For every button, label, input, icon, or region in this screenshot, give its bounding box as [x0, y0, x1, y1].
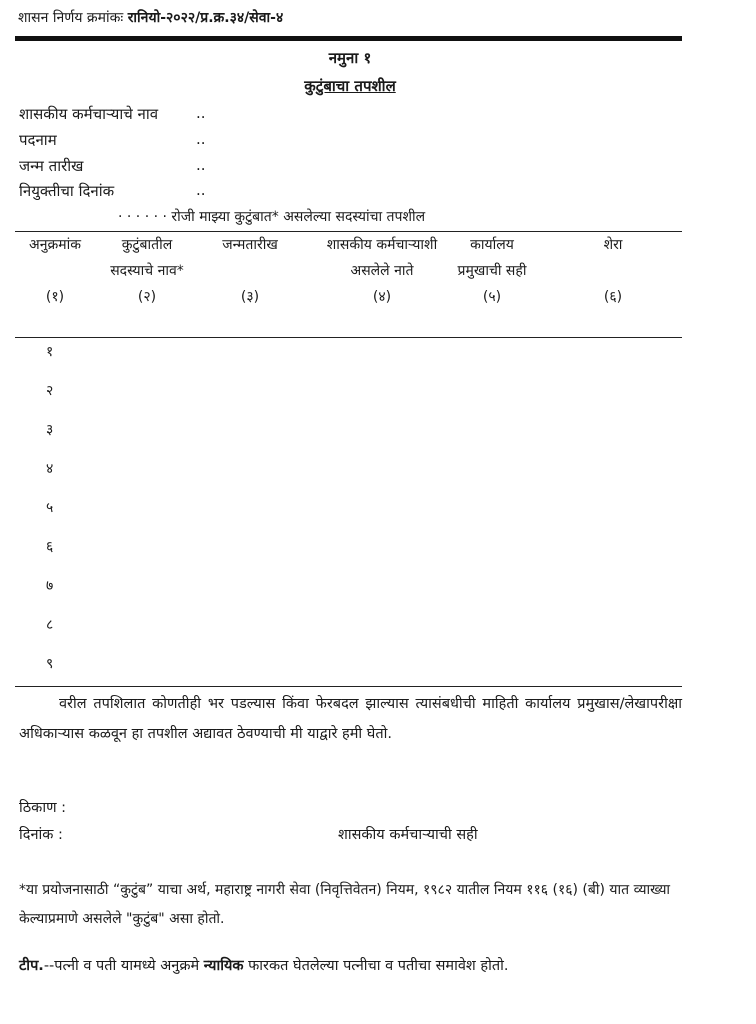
header-divider — [15, 36, 682, 41]
table-row-number: ८ — [46, 617, 54, 633]
reference-number: रानियो-२०२२/प्र.क्र.३४/सेवा-४ — [127, 10, 284, 26]
table-row-number: ५ — [46, 500, 54, 516]
family-details-intro: · · · · · · रोजी माझ्या कुटुंबात* असलेल्या सदस्यांचा तपशील — [118, 209, 426, 225]
table-row-number: ३ — [46, 422, 54, 438]
table-bottom-rule — [15, 686, 682, 687]
table-row-number: २ — [46, 383, 54, 399]
date-label: दिनांक : — [19, 827, 63, 843]
field-value-designation: .. — [196, 130, 206, 148]
note-prefix: टीप. — [19, 958, 44, 974]
column-header-member-name: कुटुंबातील सदस्याचे नाव* (२) — [110, 237, 184, 305]
column-header-head-signature: कार्यालय प्रमुखाची सही (५) — [457, 237, 527, 305]
field-value-appointment-date: .. — [196, 181, 206, 199]
declaration-text: वरील तपशिलात कोणतीही भर पडल्यास किंवा फेरबदल झाल्यास त्यासंबधीची माहिती कार्यालय प्रमुखास/लेखापरीक्षा अधिकाऱ्यास कळवून हा तपशील अद्यावत ठेवण्याची मी याद्वारे हमी घेतो. — [19, 696, 682, 742]
note-text: टीप.--पत्नी व पती यामध्ये अनुक्रमे न्यायिक फारकत घेतलेल्या पत्नीचा व पतीचा समावेश होतो. — [19, 958, 509, 974]
field-label-employee-name: शासकीय कर्मचाऱ्याचे नाव — [19, 105, 159, 123]
column-header-relation: शासकीय कर्मचाऱ्याशी असलेले नाते (४) — [326, 237, 438, 305]
table-row-number: ६ — [46, 539, 54, 555]
table-row-number: ७ — [46, 578, 54, 594]
form-title: नमुना १ — [328, 49, 372, 67]
reference-label: शासन निर्णय क्रमांकः — [18, 10, 124, 26]
place-label: ठिकाण : — [19, 800, 67, 816]
table-row-number: ९ — [46, 656, 54, 672]
column-header-remarks: शेरा (६) — [603, 237, 623, 305]
table-header-rule — [15, 337, 682, 338]
table-row-number: १ — [46, 344, 54, 360]
field-label-appointment-date: नियुक्तीचा दिनांक — [19, 182, 115, 200]
field-value-employee-name: .. — [196, 104, 206, 122]
signature-label: शासकीय कर्मचाऱ्याची सही — [338, 827, 478, 843]
note-bold-word: न्यायिक — [203, 958, 244, 974]
field-label-birth-date: जन्म तारीख — [19, 157, 84, 175]
document-reference — [18, 8, 283, 27]
column-header-birth-date: जन्मतारीख (३) — [222, 237, 278, 305]
table-row-number: ४ — [46, 461, 54, 477]
family-definition-footnote: *या प्रयोजनासाठी “कुटुंब” याचा अर्थ, महाराष्ट्र नागरी सेवा (निवृत्तिवेतन) नियम, १९८२ यातील नियम ११६ (१६) (बी) यात व्याख्या केल्याप्रमाणे असलेले "कुटुंब" असा होतो. — [19, 882, 671, 927]
column-header-serial: अनुक्रमांक (१) — [29, 237, 81, 305]
field-value-birth-date: .. — [196, 156, 206, 174]
field-label-designation: पदनाम — [19, 131, 57, 149]
form-subtitle: कुटुंबाचा तपशील — [304, 77, 396, 95]
